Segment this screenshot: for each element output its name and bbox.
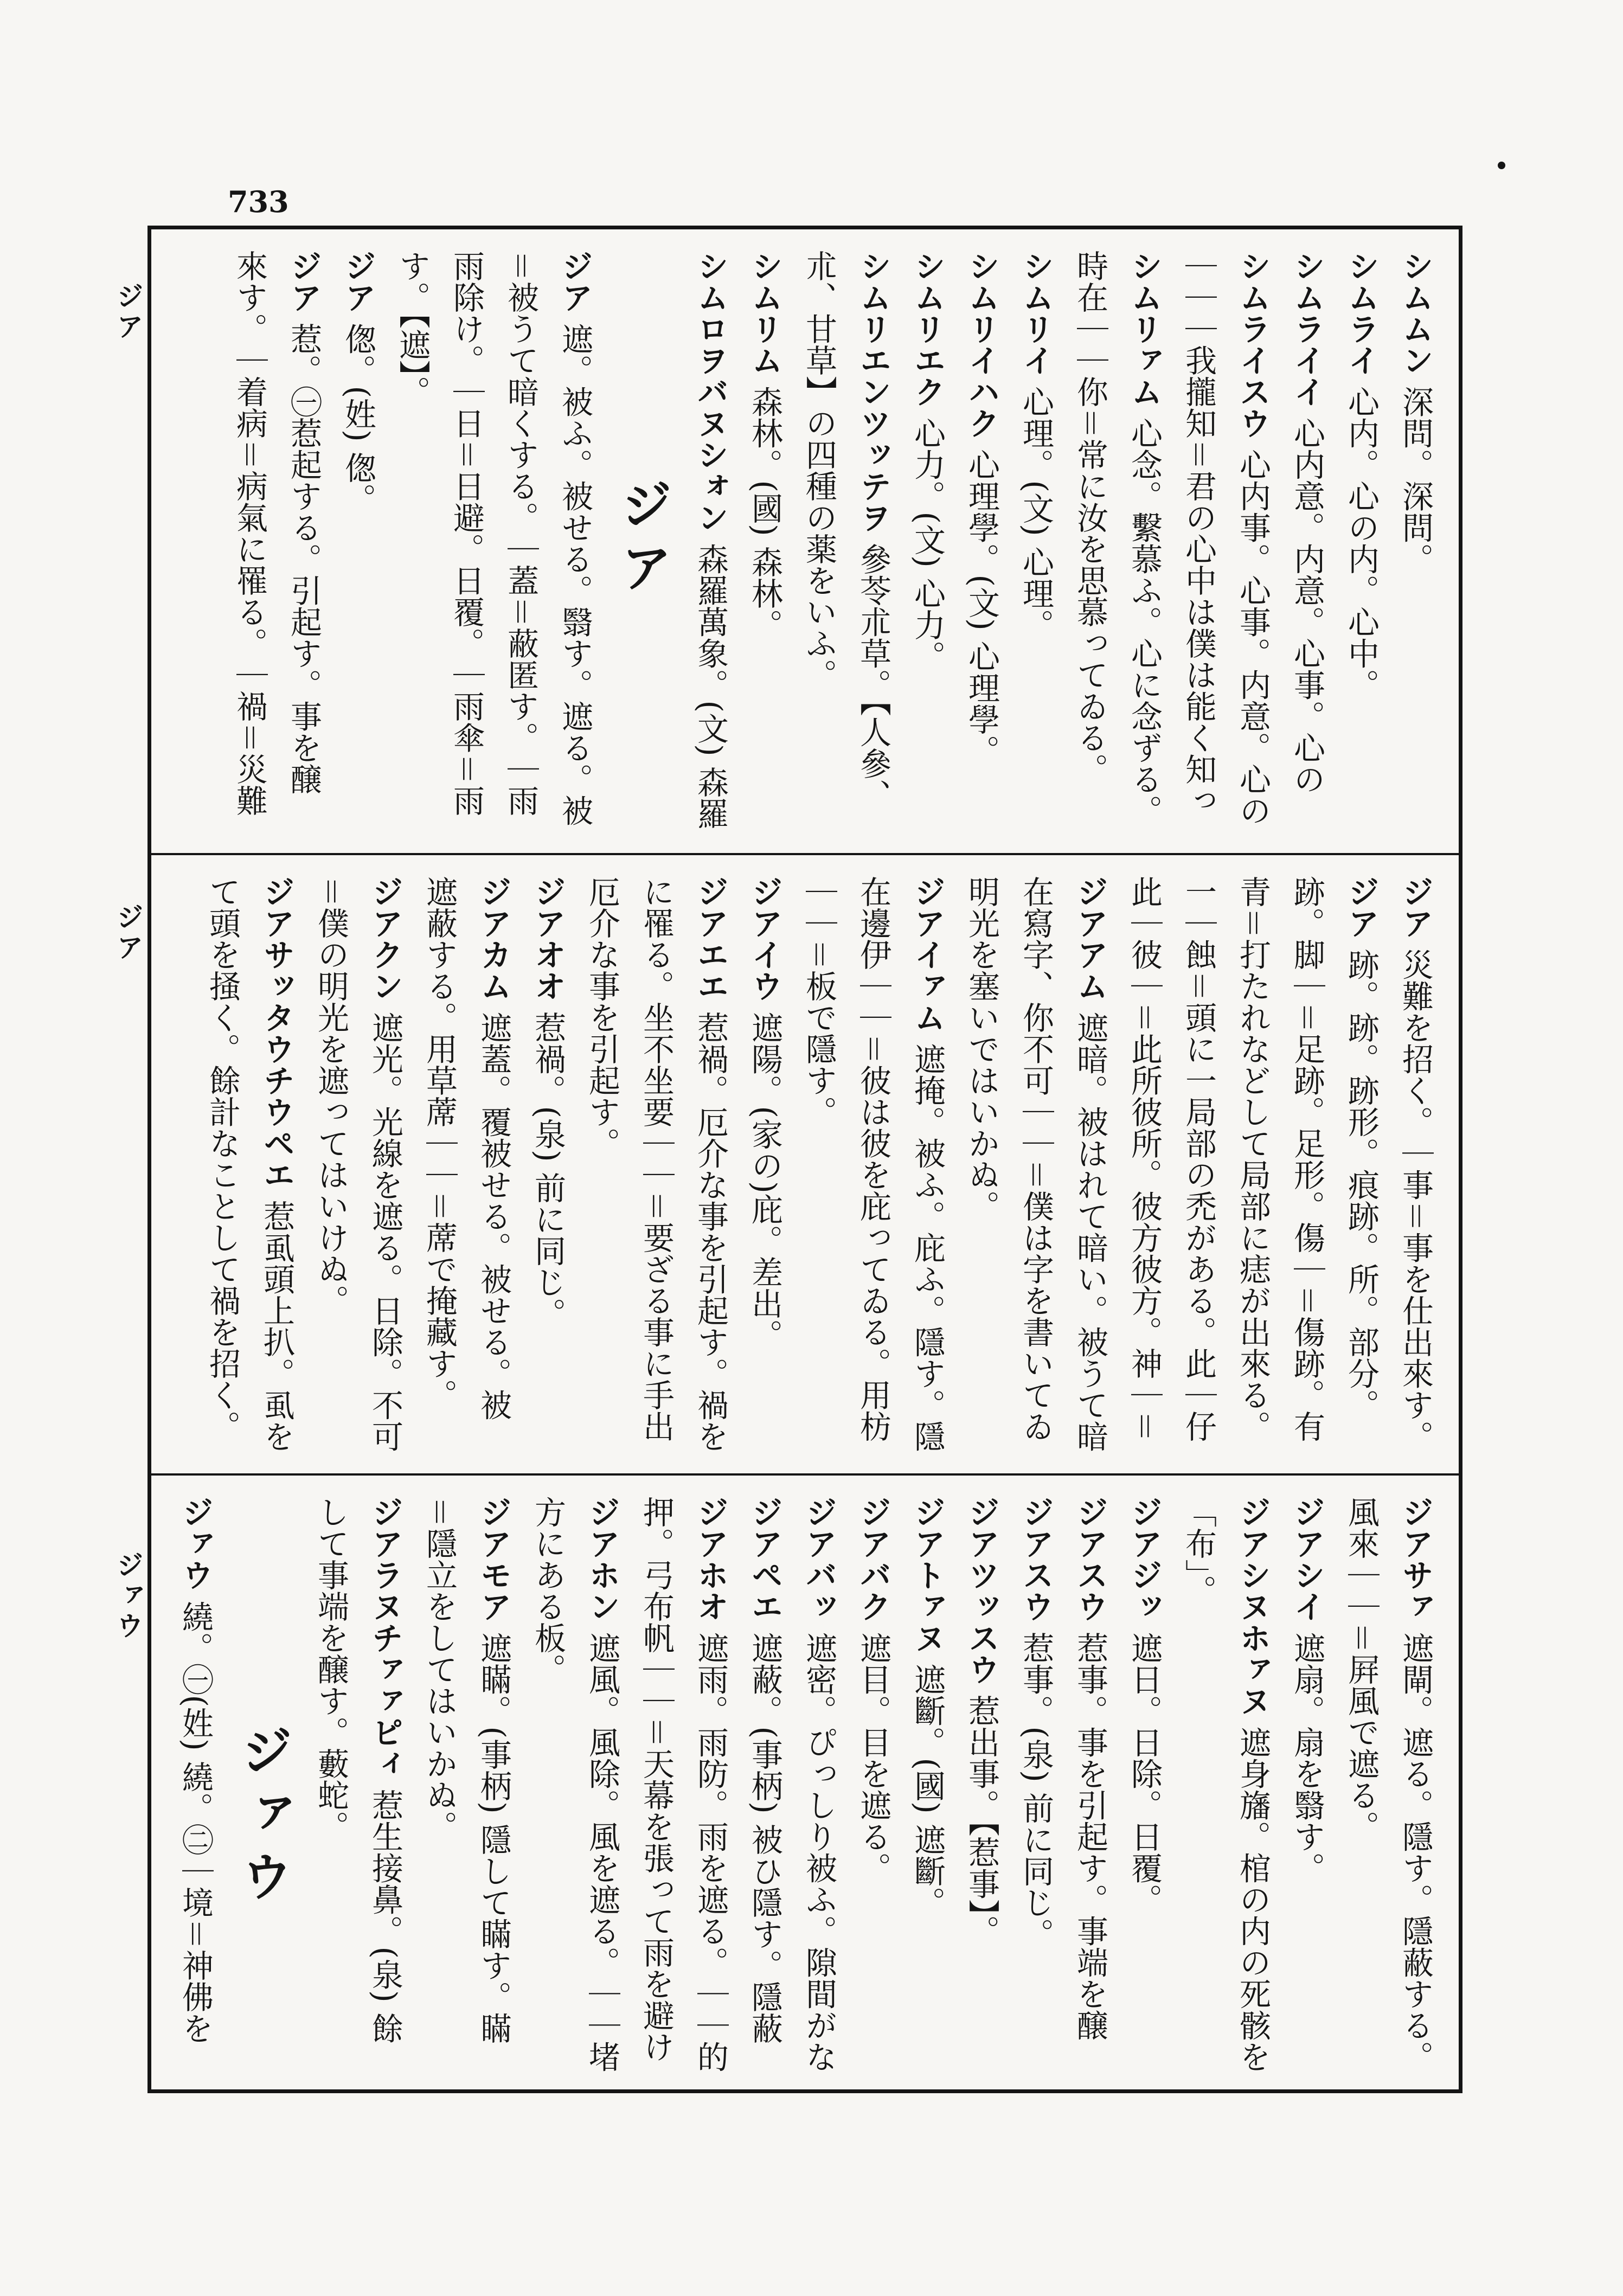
entry-column — [521, 1496, 575, 2075]
entry-headword: シムムン — [1397, 250, 1434, 376]
section-columns — [168, 876, 1442, 1457]
entry-text: ｜｜＝板で隱す。 — [800, 876, 837, 1128]
entry-column — [629, 1496, 683, 2075]
entry-text: 時在｜｜你＝常に汝を思慕ってゐる。 — [1072, 250, 1108, 785]
section-columns — [168, 250, 1442, 837]
entry-text: して事端を醸す。藪蛇。 — [312, 1496, 349, 1842]
entry-text: 森林。(國) 森林。 — [746, 376, 783, 641]
entry-column — [954, 250, 1009, 837]
entry-text: 一｜蝕＝頭に一局部の禿がある。此｜仔 — [1180, 876, 1217, 1442]
entry-text: 青＝打たれなどして局部に痣が出來る。 — [1234, 876, 1271, 1442]
entry-text: 遮扇。扇を翳す。 — [1288, 1622, 1325, 1884]
entry-headword: ジアトァヌ — [909, 1496, 946, 1653]
entry-text: 遮暗。被はれて暗い。被うて暗 — [1072, 1011, 1108, 1452]
entry-headword: ジアジッ — [1126, 1496, 1163, 1622]
side-label-bottom: ジァウ — [112, 1551, 144, 1642]
entry-text: 遮蓋。覆被せる。被せる。被 — [475, 1011, 512, 1421]
entry-column — [521, 876, 575, 1457]
entry-text: 偬。(姓) 偬。 — [339, 313, 376, 515]
entry-text: 風來｜｜＝屛風で遮る。 — [1343, 1496, 1380, 1843]
section-columns — [168, 1496, 1442, 2075]
entry-column — [846, 250, 900, 837]
entry-headword: シムリイハク — [963, 250, 1000, 439]
entry-column — [900, 250, 954, 837]
entry-column — [1334, 1496, 1388, 2075]
entry-column — [629, 876, 683, 1457]
entry-text: 惹事。事を引起す。事端を醸 — [1072, 1632, 1108, 2041]
entry-text: 厄介な事を引起す。 — [583, 876, 620, 1159]
entry-column — [1334, 250, 1388, 837]
entry-text: 遮光。光線を遮る。日除。不可 — [367, 1011, 403, 1452]
entry-headword: ジァウ — [177, 1496, 214, 1590]
entry-text: て頭を掻く。餘計なことして禍を招く。 — [204, 876, 241, 1442]
entry-text: 押。弓布帆｜｜＝天幕を張って雨を避け — [638, 1496, 675, 2063]
entry-text: 跡。脚｜＝足跡。足形。傷｜＝傷跡。有 — [1288, 876, 1325, 1442]
entry-text: 遮目。目を遮る。 — [855, 1622, 891, 1884]
ink-dot — [1498, 162, 1505, 169]
entry-column — [1009, 250, 1063, 837]
entry-headword: ジアイァム — [909, 876, 946, 1033]
entry-headword: ジア — [1343, 876, 1380, 939]
entry-headword: ジアツッスウ — [963, 1496, 1000, 1685]
entry-headword: ジアスウ — [1017, 1496, 1054, 1622]
entry-column — [683, 1496, 737, 2075]
entry-text: 惹出事。【惹事】。 — [963, 1685, 1000, 1947]
entry-text: 遮瞞。(事柄) 隱して瞞す。瞞 — [475, 1632, 512, 2044]
entry-headword: ジアバッ — [800, 1496, 837, 1622]
entry-text: 遮日。日除。日覆。 — [1126, 1622, 1163, 1915]
entry-text: ＝隱立をしてはいかぬ。 — [421, 1496, 458, 1843]
entry-column — [1009, 1496, 1063, 2075]
entry-column — [954, 1496, 1009, 2075]
entry-column — [683, 876, 737, 1457]
entry-column — [304, 1496, 358, 2075]
entry-text: 惹事。(泉) 前に同じ。 — [1017, 1622, 1054, 1950]
entry-text: 心理。(文) 心理。 — [1017, 376, 1054, 641]
entry-headword: シムリイ — [1017, 250, 1054, 376]
entry-text: 遮掩。被ふ。庇ふ。隱す。隱 — [909, 1043, 946, 1452]
entry-text: ＝僕の明光を遮ってはいけぬ。 — [312, 876, 349, 1317]
entry-column — [900, 876, 954, 1457]
entry-text: 惹虱頭上扒。虱を — [258, 1200, 295, 1452]
entry-column — [1280, 876, 1334, 1457]
entry-column — [1063, 876, 1117, 1457]
entry-column — [1388, 876, 1442, 1457]
entry-text: 惹禍。厄介な事を引起す。禍を — [692, 1011, 729, 1452]
entry-headword: ジアスウ — [1072, 1496, 1108, 1622]
entry-text: 方にある板。 — [529, 1496, 566, 1685]
entry-headword: ジアシイ — [1288, 1496, 1325, 1622]
entry-headword: ジアモア — [475, 1496, 512, 1622]
entry-text: 惹禍。(泉) 前に同じ。 — [529, 1002, 566, 1330]
entry-headword: ジアカム — [475, 876, 512, 1002]
entry-column — [195, 876, 249, 1457]
entry-text: 「布」。 — [1180, 1496, 1217, 1606]
entry-text: 跡。跡。跡形。痕跡。所。部分。 — [1343, 948, 1380, 1421]
entry-column — [1226, 250, 1280, 837]
entry-column — [737, 876, 792, 1457]
entry-text: 遮蔽。(事柄) 被ひ隱す。隱蔽 — [746, 1632, 783, 2044]
entry-headword: ジア — [339, 250, 376, 313]
entry-column — [331, 250, 385, 837]
side-label-middle: ジア — [112, 903, 144, 964]
entry-column — [277, 250, 331, 837]
entry-headword: シムライイ — [1288, 250, 1325, 407]
entry-column — [1117, 876, 1171, 1457]
entry-text: 明光を塞いではいかぬ。 — [963, 876, 1000, 1222]
entry-text: 深問。深問。 — [1397, 376, 1434, 575]
entry-column — [249, 876, 304, 1457]
entry-text: 心内事。心事。内意。心の — [1234, 448, 1271, 826]
entry-column — [1388, 1496, 1442, 2075]
entry-column — [358, 876, 412, 1457]
entry-text: す。【遮】。 — [394, 250, 431, 407]
entry-column — [1171, 1496, 1226, 2075]
entry-column — [1063, 1496, 1117, 2075]
entry-column — [1226, 876, 1280, 1457]
entry-text: 森羅萬象。(文) 森羅 — [692, 543, 729, 830]
entry-column — [1226, 1496, 1280, 2075]
entry-column — [954, 876, 1009, 1457]
section-top — [151, 229, 1459, 853]
entry-column — [683, 250, 737, 837]
section-middle — [151, 855, 1459, 1473]
entry-text: 遮蔽する。用草蓆｜｜＝蓆で掩藏す。 — [421, 876, 458, 1411]
entry-text: 遮雨。雨防。雨を遮る。｜｜的 — [692, 1632, 729, 2073]
entry-text: ｜｜｜我攏知＝君の心中は僕は能く知っ — [1180, 250, 1217, 817]
entry-text: 心内意。内意。心事。心の — [1288, 417, 1325, 795]
entry-text: 在寫字、你不可｜｜＝僕は字を書いてゐ — [1017, 876, 1054, 1442]
entry-text: 朮、甘草】の四種の薬をいふ。 — [800, 250, 837, 690]
entry-text: 災難を招く。｜事＝事を仕出來す。 — [1397, 948, 1434, 1452]
entry-headword: ジアクン — [367, 876, 403, 1002]
entry-column — [493, 250, 548, 837]
entry-text: 惹。㊀惹起する。引起す。事を醸 — [285, 323, 322, 795]
entry-headword: ジアペエ — [746, 1496, 783, 1622]
entry-text: 心内。心の内。心中。 — [1343, 376, 1380, 701]
entry-headword: シムリエンツッテヲ — [855, 250, 891, 533]
entry-column — [1334, 876, 1388, 1457]
entry-column — [222, 250, 277, 837]
entry-column — [792, 1496, 846, 2075]
entry-headword: ジアバク — [855, 1496, 891, 1622]
entry-column — [575, 1496, 629, 2075]
entry-text: 此｜彼｜＝此所彼所。彼方彼方。神｜＝ — [1126, 876, 1163, 1442]
entry-text: 惹生接鼻。(泉) 餘 — [367, 1789, 403, 2044]
section-bottom — [151, 1476, 1459, 2092]
entry-text: 遮風。風除。風を遮る。｜｜堵 — [583, 1632, 620, 2073]
entry-text: 遮密。ぴっしり被ふ。隙間がな — [800, 1632, 837, 2073]
entry-column — [1388, 250, 1442, 837]
entry-headword: ジアサッタウチウペエ — [258, 876, 295, 1190]
entry-column — [466, 876, 521, 1457]
entry-text: に罹る。坐不坐要｜｜＝要ざる事に手出 — [638, 876, 675, 1442]
entry-text: 來す。｜着病＝病氣に罹る。｜禍＝災難 — [231, 250, 268, 817]
entry-text: 繞。㊀(姓) 繞。㊁｜境＝神佛を — [177, 1600, 214, 2044]
entry-column — [846, 1496, 900, 2075]
entry-headword: ジアエエ — [692, 876, 729, 1002]
entry-headword: ジアホオ — [692, 1496, 729, 1622]
entry-headword: シムライスウ — [1234, 250, 1271, 439]
entry-column — [737, 1496, 792, 2075]
entry-column — [304, 876, 358, 1457]
entry-headword: シムロヲバヌシォン — [692, 250, 729, 533]
entry-text: ＝被うて暗くする。｜蓋＝蔽匿す。｜雨 — [502, 250, 539, 817]
entry-headword: シムリァム — [1126, 250, 1163, 407]
entry-text: 雨除け。｜日＝日避。日覆。｜雨傘＝雨 — [448, 250, 485, 817]
entry-column — [1280, 250, 1334, 837]
entry-column — [1009, 876, 1063, 1457]
entry-column — [168, 1496, 222, 2075]
side-label-top: ジア — [112, 282, 144, 343]
entry-column — [1063, 250, 1117, 837]
entry-column — [385, 250, 439, 837]
entry-headword: ジア — [556, 250, 593, 313]
entry-text: 在邊伊｜｜＝彼は彼を庇ってゐる。用枋 — [855, 876, 891, 1442]
entry-column — [846, 876, 900, 1457]
dictionary-frame — [147, 226, 1462, 2093]
entry-column — [412, 1496, 466, 2075]
entry-text: 參苓朮草。【人參、 — [855, 543, 891, 811]
entry-text: 遮陽。(家の)庇。差出。 — [746, 1002, 783, 1351]
entry-column — [1280, 1496, 1334, 2075]
entry-column — [900, 1496, 954, 2075]
entry-column — [1171, 876, 1226, 1457]
entry-column — [575, 876, 629, 1457]
entry-headword: シムリエク — [909, 250, 946, 407]
entry-headword: シムライ — [1343, 250, 1380, 376]
entry-column — [737, 250, 792, 837]
entry-text: 心力。(文) 心力。 — [909, 407, 946, 672]
entry-column — [548, 250, 602, 837]
entry-text: 遮閘。遮る。隱す。隱蔽する。 — [1397, 1632, 1434, 2073]
section-heading: ジア — [612, 478, 673, 604]
entry-column — [358, 1496, 412, 2075]
entry-headword: ジアラヌチァァピィ — [367, 1496, 403, 1779]
entry-column — [439, 250, 493, 837]
entry-text: 遮。被ふ。被せる。翳す。遮る。被 — [556, 323, 593, 826]
entry-column — [792, 876, 846, 1457]
entry-text: 心理學。(文) 心理學。 — [963, 439, 1000, 767]
entry-headword: ジアオオ — [529, 876, 566, 1002]
entry-headword: ジアサァ — [1397, 1496, 1434, 1622]
entry-column — [466, 1496, 521, 2075]
entry-headword: ジア — [1397, 876, 1434, 939]
entry-headword: ジアホン — [583, 1496, 620, 1622]
entry-headword: ジアイウ — [746, 876, 783, 1002]
entry-text: 遮斷。(國) 遮斷。 — [909, 1653, 946, 1919]
entry-column — [412, 876, 466, 1457]
entry-column — [792, 250, 846, 837]
entry-text: 心念。繫慕ふ。心に念ずる。 — [1126, 417, 1163, 826]
entry-column — [1117, 1496, 1171, 2075]
entry-headword: ジアシヌホァヌ — [1234, 1496, 1271, 1716]
entry-headword: ジアアム — [1072, 876, 1108, 1002]
entry-headword: シムリム — [746, 250, 783, 376]
entry-column — [1117, 250, 1171, 837]
page-number: 733 — [228, 184, 289, 219]
entry-text: 遮身旛。棺の内の死骸を — [1234, 1726, 1271, 2073]
entry-column — [1171, 250, 1226, 837]
section-heading: ジァウ — [233, 1724, 293, 1913]
entry-headword: ジア — [285, 250, 322, 313]
